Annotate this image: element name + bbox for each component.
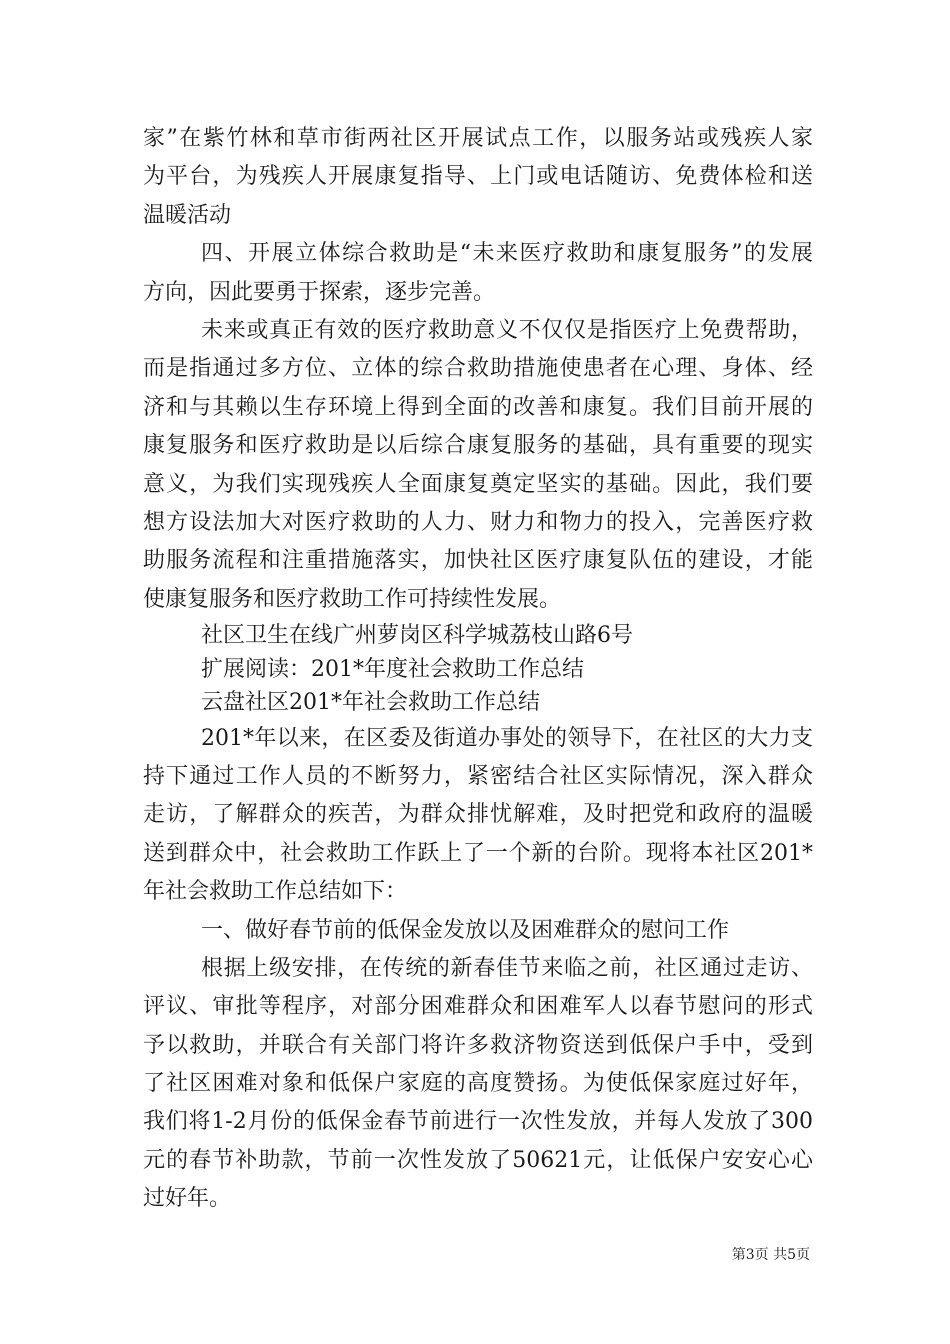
text-line: 过好年。: [143, 1186, 232, 1212]
text-line: 家”在紫竹林和草市街两社区开展试点工作，以服务站或残疾人家: [143, 126, 813, 151]
text-line: 年社会救助工作总结如下：: [143, 879, 408, 905]
source-line: 社区卫生在线广州萝岗区科学城荔枝山路6号: [201, 623, 633, 649]
text-line: 想方设法加大对医疗救助的人力、财力和物力的投入，完善医疗救: [143, 509, 813, 535]
text-line: 走访，了解群众的疾苦，为群众排忧解难，及时把党和政府的温暖: [143, 802, 813, 828]
text-line: 元的春节补助款，节前一次性发放了50621元，让低保户安安心心: [143, 1147, 813, 1173]
text-line: 意义，为我们实现残疾人全面康复奠定坚实的基础。因此，我们要: [143, 471, 813, 497]
body-text: [143, 120, 813, 1219]
text-line: 予以救助，并联合有关部门将许多救济物资送到低保户手中，受到: [143, 1032, 813, 1058]
page-number: 第3页 共5页: [731, 1247, 810, 1263]
text-line: 温暖活动: [143, 202, 232, 228]
text-line: 了社区困难对象和低保户家庭的高度赞扬。为使低保家庭过好年，: [143, 1071, 813, 1097]
text-line: 康复服务和医疗救助是以后综合康复服务的基础，具有重要的现实: [143, 433, 813, 459]
extended-reading-title: 扩展阅读：201*年度社会救助工作总结: [201, 656, 584, 682]
section-heading: 四、开展立体综合救助是“未来医疗救助和康复服务”的发展: [201, 241, 813, 267]
text-line: 201*年以来，在区委及街道办事处的领导下，在社区的大力支: [201, 725, 813, 751]
text-line: 我们将1-2月份的低保金春节前进行一次性发放，并每人发放了300: [143, 1109, 813, 1135]
text-line: 为平台，为残疾人开展康复指导、上门或电话随访、免费体检和送: [143, 164, 813, 190]
article-title: 云盘社区201*年社会救助工作总结: [201, 690, 540, 716]
text-line: 根据上级安排，在传统的新春佳节来临之前，社区通过走访、: [201, 955, 813, 981]
text-line: 济和与其赖以生存环境上得到全面的改善和康复。我们目前开展的: [143, 394, 813, 420]
text-line: 而是指通过多方位、立体的综合救助措施使患者在心理、身体、经: [143, 356, 813, 382]
text-line: 持下通过工作人员的不断努力，紧密结合社区实际情况，深入群众: [143, 763, 813, 789]
text-line: 助服务流程和注重措施落实，加快社区医疗康复队伍的建设，才能: [143, 548, 813, 574]
text-line: 送到群众中，社会救助工作跃上了一个新的台阶。现将本社区201*: [143, 840, 813, 866]
section-heading: 一、做好春节前的低保金发放以及困难群众的慰问工作: [201, 917, 730, 943]
text-line: 使康复服务和医疗救助工作可持续性发展。: [143, 586, 562, 612]
text-line: 方向，因此要勇于探索，逐步完善。: [143, 279, 496, 305]
text-line: 评议、审批等程序，对部分困难群众和困难军人以春节慰问的形式: [143, 994, 813, 1020]
text-line: 未来或真正有效的医疗救助意义不仅仅是指医疗上免费帮助，: [201, 317, 813, 343]
